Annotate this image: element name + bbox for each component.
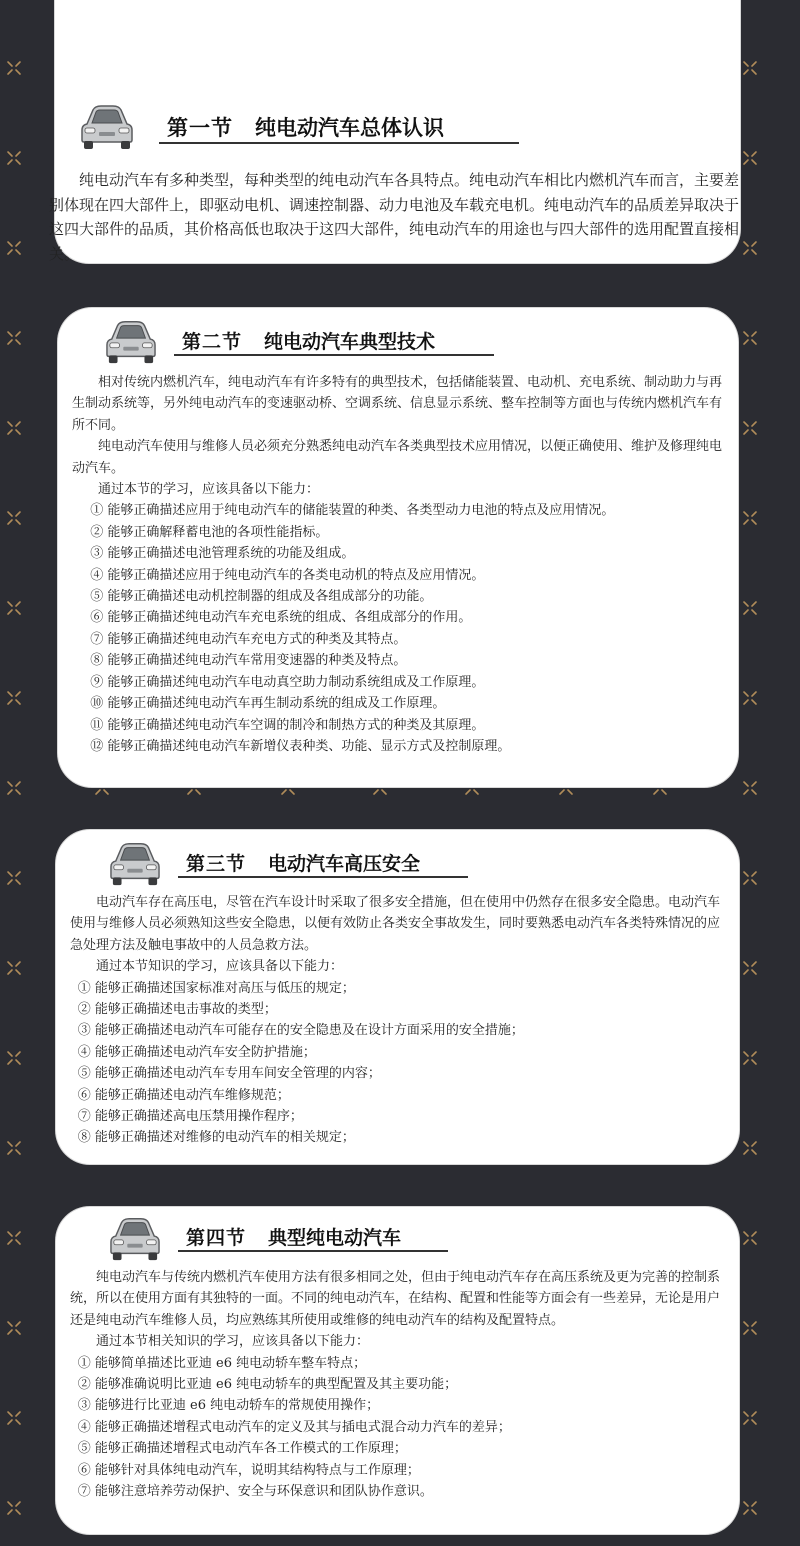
section-card-1 bbox=[49, 0, 740, 263]
list-item: ② 能够正确解释蓄电池的各项性能指标。 bbox=[90, 524, 329, 540]
section-card-3 bbox=[56, 830, 739, 1164]
ornament-star-icon bbox=[8, 782, 20, 794]
list-item: ③ 能够正确描述电动汽车可能存在的安全隐患及在设计方面采用的安全措施； bbox=[77, 1023, 524, 1039]
ornament-star-icon bbox=[8, 962, 20, 974]
ornament-star-icon bbox=[8, 242, 20, 254]
ornament-star-icon bbox=[8, 602, 20, 614]
list-item: ⑫ 能够正确描述纯电动汽车新增仪表种类、功能、显示方式及控制原理。 bbox=[90, 738, 511, 754]
ornament-star-icon bbox=[8, 1232, 20, 1244]
car-icon bbox=[108, 1213, 162, 1263]
section-heading: 第四节 典型纯电动汽车 bbox=[186, 1227, 402, 1249]
heading-underline bbox=[178, 876, 468, 878]
paragraph: 纯电动汽车使用与维修人员必须充分熟悉纯电动汽车各类典型技术应用情况，以便正确使用、维护及修理纯电动汽车。 bbox=[72, 439, 723, 476]
paragraph: 相对传统内燃机汽车，纯电动汽车有许多特有的典型技术，包括储能装置、电动机、充电系统、制动助力与再生制动系统等，另外纯电动汽车的变速驱动桥、空调系统、信息显示系统、整车控制等方面也与传统内燃机汽车有所不同。 bbox=[72, 375, 723, 433]
ornament-star-icon bbox=[8, 422, 20, 434]
car-icon bbox=[104, 316, 158, 366]
paragraph: 通过本节的学习，应该具备以下能力： bbox=[98, 482, 320, 498]
ornament-star-icon bbox=[744, 332, 756, 344]
section-heading: 第一节 纯电动汽车总体认识 bbox=[167, 116, 444, 140]
heading-underline bbox=[178, 1250, 448, 1252]
ornament-star-icon bbox=[744, 1412, 756, 1424]
paragraph: 通过本节知识的学习，应该具备以下能力： bbox=[96, 959, 344, 975]
list-item: ① 能够正确描述应用于纯电动汽车的储能装置的种类、各类型动力电池的特点及应用情况。 bbox=[90, 503, 615, 519]
ornament-star-icon bbox=[744, 422, 756, 434]
ornament-star-icon bbox=[744, 1052, 756, 1064]
list-item: ④ 能够正确描述增程式电动汽车的定义及其与插电式混合动力汽车的差异； bbox=[77, 1419, 511, 1435]
list-item: ⑥ 能够正确描述纯电动汽车充电系统的组成、各组成部分的作用。 bbox=[90, 610, 472, 626]
list-item: ⑥ 能够正确描述电动汽车维修规范； bbox=[77, 1087, 290, 1103]
ornament-star-icon bbox=[744, 62, 756, 74]
heading-underline bbox=[174, 354, 494, 356]
ornament-star-icon bbox=[744, 782, 756, 794]
list-item: ⑦ 能够正确描述高电压禁用操作程序； bbox=[77, 1109, 303, 1125]
ornament-star-icon bbox=[744, 1232, 756, 1244]
section-heading: 第三节 电动汽车高压安全 bbox=[186, 853, 421, 875]
car-icon bbox=[108, 838, 162, 888]
heading-underline bbox=[159, 142, 519, 144]
ornament-star-icon bbox=[744, 692, 756, 704]
section-heading: 第二节 纯电动汽车典型技术 bbox=[182, 331, 436, 353]
ornament-star-icon bbox=[744, 1322, 756, 1334]
ornament-star-icon bbox=[8, 332, 20, 344]
section-card-2 bbox=[58, 308, 738, 787]
list-item: ⑥ 能够针对具体纯电动汽车，说明其结构特点与工作原理； bbox=[77, 1462, 420, 1478]
list-item: ⑪ 能够正确描述纯电动汽车空调的制冷和制热方式的种类及其原理。 bbox=[90, 717, 485, 733]
ornament-star-icon bbox=[8, 692, 20, 704]
ornament-star-icon bbox=[744, 962, 756, 974]
ornament-star-icon bbox=[8, 1052, 20, 1064]
paragraph: 纯电动汽车与传统内燃机汽车使用方法有很多相同之处，但由于纯电动汽车存在高压系统及更为完善的控制系统，所以在使用方面有其独特的一面。不同的纯电动汽车，在结构、配置和性能等方面会有一些差异，无论是用户还是纯电动汽车维修人员，均应熟练其所使用或维修的纯电动汽车的结构及配置特点。 bbox=[70, 1270, 721, 1328]
list-item: ③ 能够进行比亚迪 e6 纯电动轿车的常规使用操作； bbox=[77, 1398, 380, 1414]
ornament-star-icon bbox=[744, 872, 756, 884]
section-body bbox=[49, 168, 748, 266]
list-item: ⑩ 能够正确描述纯电动汽车再生制动系统的组成及工作原理。 bbox=[90, 696, 446, 712]
ornament-star-icon bbox=[8, 1502, 20, 1514]
ornament-star-icon bbox=[8, 62, 20, 74]
ornament-star-icon bbox=[8, 1412, 20, 1424]
ornament-star-icon bbox=[8, 1142, 20, 1154]
ornament-star-icon bbox=[744, 152, 756, 164]
list-item: ① 能够正确描述国家标准对高压与低压的规定； bbox=[77, 980, 355, 996]
list-item: ① 能够简单描述比亚迪 e6 纯电动轿车整车特点； bbox=[77, 1355, 367, 1371]
section-body bbox=[70, 1267, 725, 1502]
list-item: ⑤ 能够正确描述电动机控制器的组成及各组成部分的功能。 bbox=[90, 589, 433, 605]
ornament-star-icon bbox=[8, 1322, 20, 1334]
ornament-star-icon bbox=[8, 152, 20, 164]
list-item: ⑨ 能够正确描述纯电动汽车电动真空助力制动系统组成及工作原理。 bbox=[90, 674, 485, 690]
list-item: ⑧ 能够正确描述对维修的电动汽车的相关规定； bbox=[77, 1130, 355, 1146]
list-item: ⑧ 能够正确描述纯电动汽车常用变速器的种类及特点。 bbox=[90, 653, 407, 669]
list-item: ② 能够正确描述电击事故的类型； bbox=[77, 1002, 277, 1018]
list-item: ⑤ 能够正确描述电动汽车专用车间安全管理的内容； bbox=[77, 1066, 381, 1082]
ornament-star-icon bbox=[744, 1142, 756, 1154]
list-item: ⑦ 能够注意培养劳动保护、安全与环保意识和团队协作意识。 bbox=[77, 1484, 433, 1500]
section-card-4 bbox=[56, 1207, 739, 1534]
list-item: ⑦ 能够正确描述纯电动汽车充电方式的种类及其特点。 bbox=[90, 631, 407, 647]
paragraph: 纯电动汽车有多种类型，每种类型的纯电动汽车各具特点。纯电动汽车相比内燃机汽车而言，主要差别体现在四大部件上，即驱动电机、调速控制器、动力电池及车载充电机。纯电动汽车的品质差异取决于这四大部件的品质，其价格高低也取决于这四大部件，纯电动汽车的用途也与四大部件的选用配置直接相关。 bbox=[49, 171, 740, 263]
section-body bbox=[72, 372, 724, 757]
list-item: ③ 能够正确描述电池管理系统的功能及组成。 bbox=[90, 546, 355, 562]
ornament-star-icon bbox=[8, 512, 20, 524]
list-item: ④ 能够正确描述应用于纯电动汽车的各类电动机的特点及应用情况。 bbox=[90, 567, 485, 583]
ornament-star-icon bbox=[744, 1502, 756, 1514]
ornament-star-icon bbox=[744, 602, 756, 614]
paragraph: 电动汽车存在高压电，尽管在汽车设计时采取了很多安全措施，但在使用中仍然存在很多安全隐患。电动汽车使用与维修人员必须熟知这些安全隐患，以便有效防止各类安全事故发生，同时要熟悉电动汽车各类特殊情况的应急处理方法及触电事故中的人员急救方法。 bbox=[70, 895, 721, 953]
paragraph: 通过本节相关知识的学习，应该具备以下能力： bbox=[96, 1334, 370, 1350]
list-item: ④ 能够正确描述电动汽车安全防护措施； bbox=[77, 1044, 316, 1060]
ornament-star-icon bbox=[8, 872, 20, 884]
list-item: ⑤ 能够正确描述增程式电动汽车各工作模式的工作原理； bbox=[77, 1441, 407, 1457]
section-body bbox=[70, 892, 725, 1149]
car-icon bbox=[79, 100, 135, 152]
list-item: ② 能够准确说明比亚迪 e6 纯电动轿车的典型配置及其主要功能； bbox=[77, 1377, 458, 1393]
ornament-star-icon bbox=[744, 512, 756, 524]
